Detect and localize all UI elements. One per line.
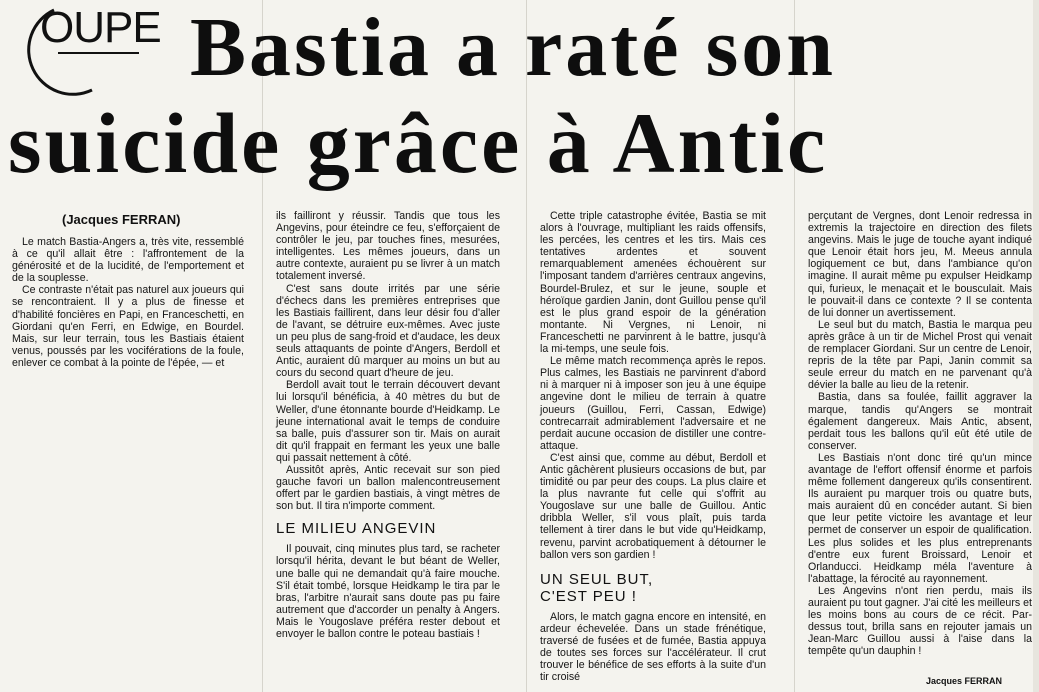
headline-line-2: suicide grâce à Antic [8,95,829,191]
paragraph: Ce contraste n'était pas naturel aux joueurs qui se rencontraient. Il y a plus de finesse et d'habilité foncières en Papi, en Franceschetti, en Giordani qu'en Ferri, en Edwige, en Bourdel. Mais, sur leur terrain, tous les Bastiais étaient venus, poussés par les vociférations de la foule, enlever ce combat à la pointe de l'épée, — et [12,284,244,369]
paragraph: Le match Bastia-Angers a, très vite, ressemblé à ce qu'il allait être : l'affrontement de la générosité et de la lucidité, de l'emportement et de la souplesse. [12,236,244,285]
paragraph: Il pouvait, cinq minutes plus tard, se racheter lorsqu'il hérita, devant le but béant de Weller, une balle qui ne demandait qu'à faire mouche. S'il était tombé, lorsque Heidkamp le tira par le bras, l'arbitre n'aurait sans doute pas pu faire autrement que d'accorder un penalty à Angers. Mais le Yougoslave préféra rester debout et envoyer le ballon contre le poteau bastiais ! [276,543,500,640]
paragraph: Les Bastiais n'ont donc tiré qu'un mince avantage de l'effort offensif énorme et parfois même follement dangereux qu'ils consentirent. Ils auraient pu marquer trois ou quatre buts, mais auraient dû en concéder autant. Si bien que leur petite victoire les avantage et leur permet de conserver un espoir de qualification. Les plus solides et les plus entreprenants d'entre eux furent Broissard, Lenoir et Orlanducci. Heidkamp méla l'aventure à l'abattage, la férocité au rayonnement. [808,451,1032,585]
rubric-label: OUPE [40,3,161,52]
article-column-3 [540,210,766,683]
subheading-un-seul-but [540,571,766,605]
paragraph: C'est ainsi que, comme au début, Berdoll et Antic gâchèrent plusieurs occasions de but, par timidité ou par peur des coups. La plus claire et la plus navrante fut celle qui s'offrit au Yougoslave sur une balle de Guillou. Antic dribbla Weller, s'il vous plaît, puis tarda tellement à tirer dans le but vide qu'Heidkamp, revenu, parvint acrobatiquement à détourner le ballon vers son gardien ! [540,451,766,561]
paragraph: Alors, le match gagna encore en intensité, en ardeur échevelée. Dans un stade frénétique, traversé de fusées et de fumée, Bastia appuya de toutes ses forces sur l'accélérateur. Il crut trouver le bénéfice de ses efforts à la suite d'un tir croisé [540,610,766,684]
paragraph: Le même match recommença après le repos. Plus calmes, les Bastiais ne parvinrent d'abord ni à marquer ni à imposer son jeu à une équipe angevine dont le milieu de terrain à quatre joueurs (Guillou, Ferri, Cassan, Edwige) contrecarrait admirablement l'adversaire et ne perdait aucune occasion de distiller une contre-attaque. [540,355,766,452]
subheading-line: C'EST PEU ! [540,587,637,605]
paragraph: Bastia, dans sa foulée, faillit aggraver la marque, tandis qu'Angers se montrait également dangereux. Mais Antic, absent, perdait tous les ballons qu'il eût été utile de conserver. [808,391,1032,452]
paragraph: Les Angevins n'ont rien perdu, mais ils auraient pu tout gagner. J'ai cité les meilleurs et les moins bons au cours de ce récit. Par-dessus tout, brilla sans en rejouter jamais un Jean-Marc Guillou aussi à l'aise dans la tempête qu'un dauphin ! [808,584,1032,658]
paper-edge [1033,0,1039,692]
subheading-milieu-angevin: LE MILIEU ANGEVIN [276,520,437,538]
rubric-logo [14,3,161,94]
paragraph: Cette triple catastrophe évitée, Bastia se mit alors à l'ouvrage, multipliant les raids offensifs, les percées, les centres et les tirs. Mais ces tentatives ardentes et souvent remarquablement amenées échouèrent sur l'imposant tandem d'arrières centraux angevins, Bourdel-Brulez, et sur le jeune, souple et héroïque gardien Janin, dont Guillou pense qu'il est le plus grand espoir de la génération montante. Ni Vergnes, ni Lenoir, ni Franceschetti ne parvinrent à le battre, jusqu'à la mi-temps, une seule fois. [540,210,766,356]
paragraph: Le seul but du match, Bastia le marqua peu après grâce à un tir de Michel Prost qui venait de remplacer Giordani. Sur un centre de Lenoir, repris de la tête par Papi, Janin commit sa seule erreur du match en ne parvenant qu'à dévier la balle au lieu de la retenir. [808,318,1032,392]
paragraph: Aussitôt après, Antic recevait sur son pied gauche favori un ballon malencontreusement offert par le gardien bastiais, à vingt mètres de son but. Il tira n'importe comment. [276,463,500,513]
paragraph: perçutant de Vergnes, dont Lenoir redressa in extremis la trajectoire en direction des filets angevins. Mais le juge de touche ayant indiqué que Lenoir était hors jeu, M. Meeus annula logiquement ce but, dans l'ambiance qu'on imagine. Il aurait même pu expulser Heidkamp qui, furieux, le menaçait et le bousculait. Mais le pouvait-il dans ce contexte ? Il se contenta de lui donner un avertissement. [808,210,1032,319]
paragraph: C'est sans doute irrités par une série d'échecs dans les premières entreprises que les Bastiais faillirent, dans leur désir fou d'aller de l'avant, se détruire eux-mêmes. Avec juste un peu plus de sang-froid et d'audace, les deux seuls attaquants de pointe d'Angers, Berdoll et Antic, auraient dû marquer au moins un but au cours du second quart d'heure de jeu. [276,282,500,380]
author-signature: Jacques FERRAN [926,676,1003,686]
headline-line-1: Bastia a raté son [190,1,836,94]
article-column-2 [276,210,500,640]
paragraph: Berdoll avait tout le terrain découvert devant lui lorsqu'il bénéficia, à 40 mètres du but de Weller, d'une étonnante bourde d'Heidkamp. Le jeune international avait le temps de conduire sa balle, puis d'assurer son tir. Mais on aurait dit qu'il frappait en fermant les yeux une balle qui passait nettement à côté. [276,379,500,464]
subheading-line: UN SEUL BUT, [540,570,654,588]
article-column-4 [808,210,1032,657]
paragraph: ils failliront y réussir. Tandis que tous les Angevins, pour éteindre ce feu, s'efforçaient de contrôler le jeu, par touches fines, mesurées, intelligentes. Les mêmes joueurs, dans un autre contexte, auraient pu se livrer à un match totalement inversé. [276,210,500,283]
byline: (Jacques FERRAN) [62,212,181,227]
article-column-1 [12,236,244,369]
